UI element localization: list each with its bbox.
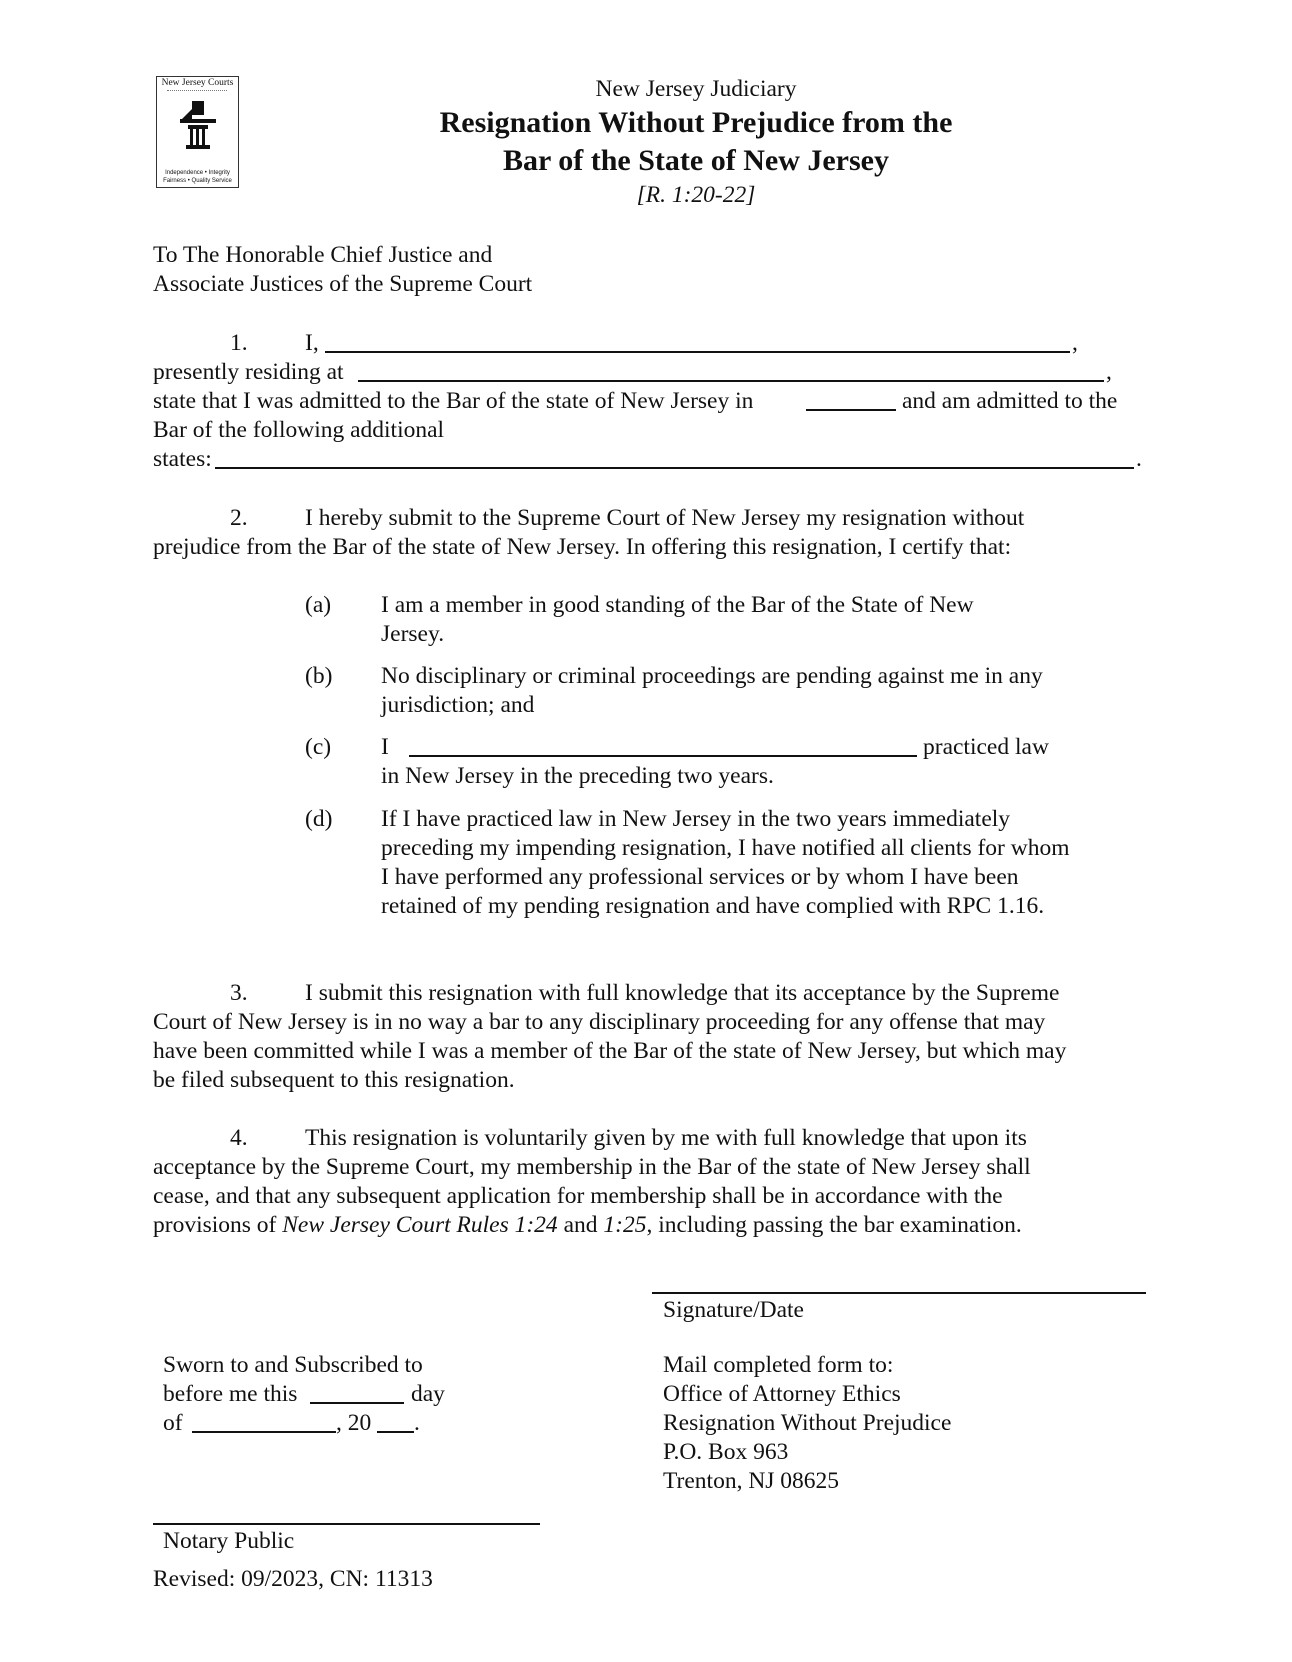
para3-line-2: Court of New Jersey is in no way a bar to any disciplinary proceeding for any offense that may [153, 1009, 1046, 1035]
notary-signature-field[interactable] [153, 1523, 540, 1525]
para4-line-4-post: , including passing the bar examination. [646, 1212, 1022, 1238]
agency-name: New Jersey Judiciary [595, 76, 797, 102]
addressee-line-2: Associate Justices of the Supreme Court [153, 271, 533, 297]
sworn-line-2-post: day [411, 1381, 445, 1407]
mail-line-2: Office of Attorney Ethics [663, 1381, 901, 1407]
sworn-year-field[interactable] [377, 1411, 414, 1433]
revision-info: Revised: 09/2023, CN: 11313 [153, 1566, 433, 1592]
sworn-line-3-mid: , 20 [336, 1410, 372, 1436]
item-d-label: (d) [305, 806, 333, 832]
para4-and: and [557, 1212, 604, 1238]
para2-number: 2. [230, 505, 248, 531]
notary-label: Notary Public [163, 1528, 295, 1554]
para4-rule-125: 1:25 [603, 1212, 647, 1238]
item-a-label: (a) [305, 592, 332, 618]
sworn-month-field[interactable] [192, 1411, 336, 1433]
item-b-label: (b) [305, 663, 333, 689]
para4-line-4-pre: provisions of [153, 1212, 283, 1238]
para4-line-1: This resignation is voluntarily given by me with full knowledge that upon its [305, 1125, 1027, 1151]
states-period: . [1136, 446, 1142, 472]
additional-states-field[interactable] [215, 447, 1134, 469]
para3-number: 3. [230, 980, 248, 1006]
states-label: states: [153, 446, 212, 472]
practiced-law-field[interactable] [409, 735, 917, 757]
logo-name: New Jersey Courts [161, 78, 234, 88]
para2-line-2: prejudice from the Bar of the state of New Jersey. In offering this resignation, I certify that: [153, 534, 1012, 560]
mail-line-1: Mail completed form to: [663, 1352, 894, 1378]
para4-number: 4. [230, 1125, 248, 1151]
title-line-2: Bar of the State of New Jersey [502, 144, 889, 177]
para3-line-3: have been committed while I was a member of the Bar of the state of New Jersey, but which may [153, 1038, 1067, 1064]
mail-line-4: P.O. Box 963 [663, 1439, 789, 1465]
mail-line-5: Trenton, NJ 08625 [663, 1468, 840, 1494]
item-a-text: I am a member in good standing of the Bar of the State of New Jersey. [381, 592, 974, 647]
item-b-text: No disciplinary or criminal proceedings are pending against me in any jurisdiction; and [381, 663, 1043, 718]
para4-line-3: cease, and that any subsequent application for membership shall be in accordance with the [153, 1183, 1003, 1209]
admission-year-field[interactable] [806, 389, 896, 411]
para3-line-4: be filed subsequent to this resignation. [153, 1067, 515, 1093]
name-field[interactable] [325, 331, 1070, 353]
address-field[interactable] [358, 360, 1104, 382]
para2-line-1: I hereby submit to the Supreme Court of New Jersey my resignation without [305, 505, 1025, 531]
para4-line-4 [153, 1211, 1022, 1240]
admitted-text: state that I was admitted to the Bar of the state of New Jersey in [153, 388, 754, 414]
para1-comma-2: , [1106, 359, 1112, 385]
item-c-label: (c) [305, 734, 332, 760]
logo-tagline-2: Fairness • Quality Service [163, 178, 232, 184]
sworn-line-1: Sworn to and Subscribed to [163, 1352, 423, 1378]
item-c-pre: I [381, 734, 389, 760]
para1-i-label: I, [305, 330, 319, 356]
para1-number: 1. [230, 330, 248, 356]
para4-rules-citation: New Jersey Court Rules 1:24 [282, 1212, 558, 1238]
signature-label: Signature/Date [663, 1297, 804, 1323]
logo-tagline-1: Independence • Integrity [165, 170, 230, 176]
sworn-line-3-pre: of [163, 1410, 183, 1436]
sworn-day-field[interactable] [310, 1382, 404, 1404]
item-c-line-2: in New Jersey in the preceding two years. [381, 763, 774, 789]
admitted-text-post: and am admitted to the [902, 388, 1118, 414]
signature-field[interactable] [652, 1292, 1146, 1294]
title-line-1: Resignation Without Prejudice from the [439, 106, 953, 139]
para4-line-2: acceptance by the Supreme Court, my membership in the Bar of the state of New Jersey shall [153, 1154, 1031, 1180]
para1-comma: , [1072, 330, 1078, 356]
addressee-line-1: To The Honorable Chief Justice and [153, 242, 493, 268]
item-c-post: practiced law [923, 734, 1049, 760]
sworn-line-2-pre: before me this [163, 1381, 298, 1407]
para3-line-1: I submit this resignation with full knowledge that its acceptance by the Supreme [305, 980, 1060, 1006]
item-d-text: If I have practiced law in New Jersey in the two years immediately preceding my impending resignation, I have notified all clients for whom I have performed any professional services or by whom I have been retained of my pending resignation and have complied with RPC 1.16. [381, 806, 1070, 919]
additional-bar-text: Bar of the following additional [153, 417, 445, 443]
mail-line-3: Resignation Without Prejudice [663, 1410, 952, 1436]
rule-citation: [R. 1:20-22] [636, 182, 756, 208]
residing-label: presently residing at [153, 359, 344, 385]
sworn-line-3-post: . [414, 1410, 420, 1436]
